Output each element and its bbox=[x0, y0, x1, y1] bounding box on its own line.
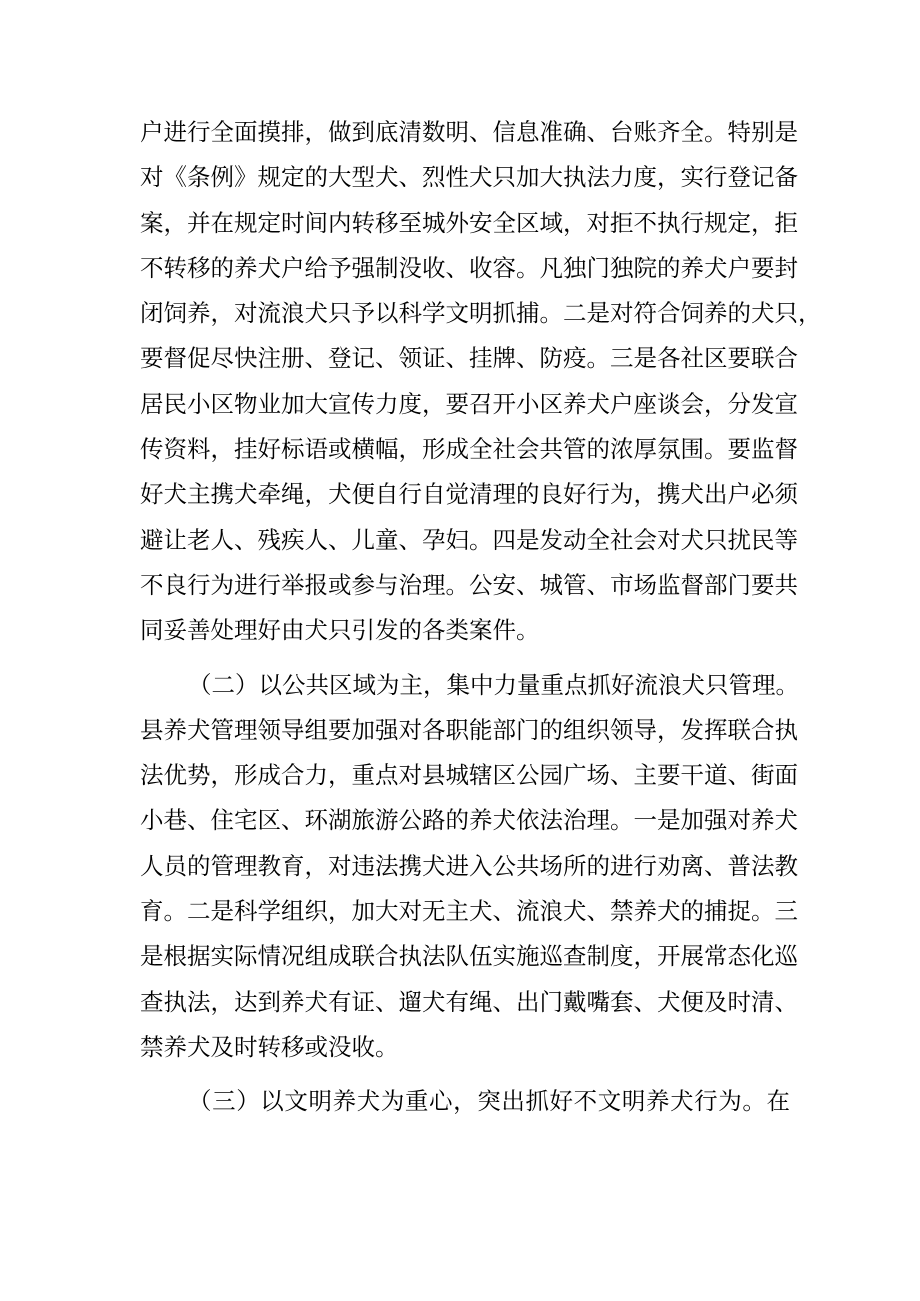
text-line: 不转移的养犬户给予强制没收、收容。凡独门独院的养犬户要封 bbox=[140, 253, 798, 282]
text-line: 传资料，挂好标语或横幅，形成全社会共管的浓厚氛围。要监督 bbox=[140, 435, 798, 464]
text-line: 育。二是科学组织，加大对无主犬、流浪犬、禁养犬的捕捉。三 bbox=[140, 897, 798, 926]
paragraph-gap bbox=[140, 654, 790, 663]
text-line: 闭饲养，对流浪犬只予以科学文明抓捕。二是对符合饲养的犬只， bbox=[140, 299, 822, 328]
text-line: 要督促尽快注册、登记、领证、挂牌、防疫。三是各社区要联合 bbox=[140, 344, 798, 373]
text-line: 查执法，达到养犬有证、遛犬有绳、出门戴嘴套、犬便及时清、 bbox=[140, 987, 798, 1016]
text-line: 户进行全面摸排，做到底清数明、信息准确、台账齐全。特别是 bbox=[140, 118, 798, 146]
text-line: 不良行为进行举报或参与治理。公安、城管、市场监督部门要共 bbox=[140, 570, 798, 599]
text-line: 县养犬管理领导组要加强对各职能部门的组织领导，发挥联合执 bbox=[140, 715, 798, 744]
text-line: 人员的管理教育，对违法携犬进入公共场所的进行劝离、普法教 bbox=[140, 851, 798, 880]
text-line: 禁养犬及时转移或没收。 bbox=[140, 1032, 399, 1061]
text-line: 小巷、住宅区、环湖旅游公路的养犬依法治理。一是加强对养犬 bbox=[140, 806, 798, 835]
paragraph-gap bbox=[140, 1070, 790, 1079]
text-line: 对《条例》规定的大型犬、烈性犬只加大执法力度，实行登记备 bbox=[140, 163, 798, 192]
paragraph-2 bbox=[140, 663, 799, 1071]
paragraph-3 bbox=[140, 1079, 790, 1124]
section-heading-line: （三）以文明养犬为重心，突出抓好不文明养犬行为。在 bbox=[188, 1087, 790, 1116]
paragraph-1 bbox=[140, 110, 822, 654]
text-line: 同妥善处理好由犬只引发的各类案件。 bbox=[140, 616, 540, 645]
document-body bbox=[140, 110, 822, 1125]
text-line: 法优势，形成合力，重点对县城辖区公园广场、主要干道、街面 bbox=[140, 761, 798, 790]
text-line: 好犬主携犬牵绳，犬便自行自觉清理的良好行为，携犬出户必须 bbox=[140, 480, 798, 509]
text-line: 案，并在规定时间内转移至城外安全区域，对拒不执行规定，拒 bbox=[140, 208, 798, 237]
text-line: 是根据实际情况组成联合执法队伍实施巡查制度，开展常态化巡 bbox=[140, 942, 798, 971]
text-line: 避让老人、残疾人、儿童、孕妇。四是发动全社会对犬只扰民等 bbox=[140, 525, 798, 554]
section-heading-line: （二）以公共区域为主，集中力量重点抓好流浪犬只管理。 bbox=[188, 670, 799, 699]
text-line: 居民小区物业加大宣传力度，要召开小区养犬户座谈会，分发宣 bbox=[140, 389, 798, 418]
